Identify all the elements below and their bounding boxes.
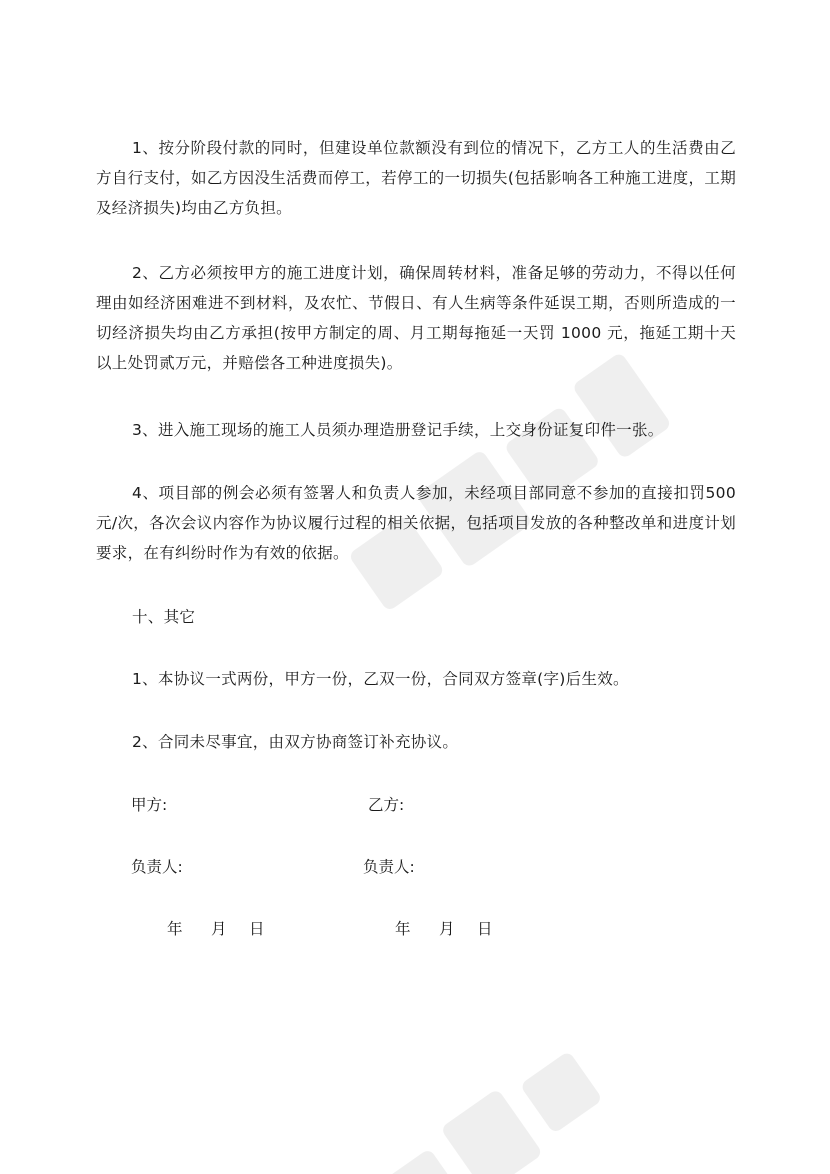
clause-1: 1、按分阶段付款的同时，但建设单位款额没有到位的情况下，乙方工人的生活费由乙方自行支付，如乙方因没生活费而停工，若停工的一切损失(包括影响各工种施工进度，工期及经济损失)均由乙方负担。 bbox=[96, 139, 736, 217]
other-clause-1: 1、本协议一式两份，甲方一份，乙双一份，合同双方签章(字)后生效。 bbox=[132, 670, 629, 688]
year-label: 年 bbox=[395, 920, 411, 938]
party-a-label: 甲方: bbox=[131, 796, 168, 814]
party-b-label: 乙方: bbox=[368, 796, 405, 814]
month-label: 月 bbox=[439, 920, 455, 938]
party-a-date bbox=[167, 914, 265, 944]
watermark-graphic-bottom bbox=[330, 1040, 650, 1174]
section-title: 十、其它 bbox=[132, 608, 196, 626]
party-b-date bbox=[395, 914, 493, 944]
other-clause-2: 2、合同未尽事宜，由双方协商签订补充协议。 bbox=[132, 733, 459, 751]
year-label: 年 bbox=[167, 920, 183, 938]
clause-3: 3、进入施工现场的施工人员须办理造册登记手续，上交身份证复印件一张。 bbox=[132, 421, 664, 439]
clause-4: 4、项目部的例会必须有签署人和负责人参加，未经项目部同意不参加的直接扣罚500 元/次，各次会议内容作为协议履行过程的相关依据，包括项目发放的各种整改单和进度计划要求，在有纠纷时作为有效的依据。 bbox=[96, 484, 736, 562]
day-label: 日 bbox=[477, 920, 493, 938]
day-label: 日 bbox=[249, 920, 265, 938]
clause-2: 2、乙方必须按甲方的施工进度计划，确保周转材料，准备足够的劳动力，不得以任何理由如经济困难进不到材料，及农忙、节假日、有人生病等条件延误工期，否则所造成的一切经济损失均由乙方承担(按甲方制定的周、月工期每拖延一天罚 1000 元，拖延工期十天以上处罚贰万元，并赔偿各工种进度损失)。 bbox=[96, 264, 736, 372]
party-a-rep-label: 负责人: bbox=[131, 858, 183, 876]
party-b-rep-label: 负责人: bbox=[363, 858, 415, 876]
month-label: 月 bbox=[211, 920, 227, 938]
